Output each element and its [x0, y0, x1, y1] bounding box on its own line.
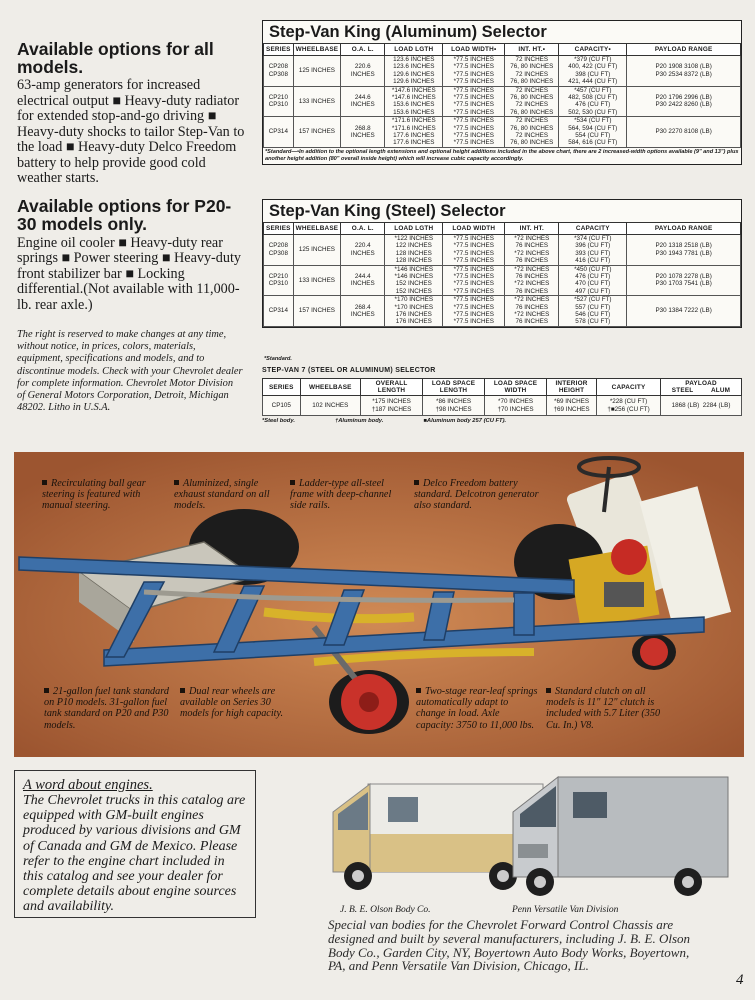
table-cell: *122 INCHES 122 INCHES 128 INCHES 128 INCHES — [385, 235, 443, 266]
column-header: SERIES — [264, 223, 294, 235]
table-cell: 72 INCHES 76, 80 INCHES 72 INCHES 76, 80 INCHES — [505, 117, 559, 148]
chassis-label-fuel — [44, 686, 172, 731]
column-header: SERIES — [264, 44, 294, 56]
sv7-note: †Aluminum body. — [334, 418, 384, 424]
table-cell: *527 (CU FT) 557 (CU FT) 546 (CU FT) 578 (CU FT) — [559, 296, 627, 327]
aluminum-table — [263, 43, 741, 148]
label-text: Two-stage rear-leaf springs automatically adapt to change in load. Axle capacity: 3750 to 11,000 lbs. — [416, 686, 538, 731]
column-header: WHEELBASE — [293, 223, 341, 235]
table-cell: *77.5 INCHES *77.5 INCHES *77.5 INCHES *77.5 INCHES — [443, 56, 505, 87]
table-cell: CP210 CP310 — [264, 265, 294, 296]
table-cell: 72 INCHES 76, 80 INCHES 72 INCHES 76, 80 INCHES — [505, 86, 559, 117]
table-cell: *146 INCHES *146 INCHES 152 INCHES 152 INCHES — [385, 265, 443, 296]
table-cell: CP314 — [264, 296, 294, 327]
options-p20-heading: Available options for P20-30 models only. — [17, 195, 232, 234]
vans-description: Special van bodies for the Chevrolet Forward Control Chassis are designed and built by several manufacturers, including J. B. E. Olson Body Co., Garden City, NY, Boyertown Auto Body Works, Boyertown, PA, and Penn Versatile Van Division, Chicago, IL. — [328, 917, 691, 974]
sv7-h-height: INTERIOR HEIGHT — [547, 379, 597, 396]
table-cell: *228 (CU FT) †■256 (CU FT) — [597, 396, 661, 416]
table-cell: 72 INCHES 76, 80 INCHES 72 INCHES 76, 80 INCHES — [505, 56, 559, 87]
label-text: Ladder-type all-steel frame with deep-channel side rails. — [290, 478, 392, 512]
label-text: 21-gallon fuel tank standard on P10 models. 31-gallon fuel tank standard on P20 and P30 models. — [44, 686, 169, 731]
table-cell: *86 INCHES †98 INCHES — [423, 396, 485, 416]
engines-title: A word about engines. — [23, 777, 153, 793]
column-header: PAYLOAD RANGE — [627, 44, 741, 56]
stepvan7-notes — [262, 418, 742, 424]
table-cell: 220.4 INCHES — [341, 235, 385, 266]
table-row — [264, 265, 741, 296]
table-cell: 244.4 INCHES — [341, 265, 385, 296]
table-cell: *534 (CU FT) 564, 594 (CU FT) 554 (CU FT) 584, 616 (CU FT) — [559, 117, 627, 148]
options-all-heading: Available options for all models. — [17, 39, 214, 77]
table-cell: CP314 — [264, 117, 294, 148]
stepvan7-selector — [262, 367, 742, 424]
aluminum-title: Step-Van King (Aluminum) Selector — [269, 23, 547, 41]
table-cell: P20 1078 2278 (LB) P30 1703 7541 (LB) — [627, 265, 741, 296]
options-column — [17, 40, 249, 414]
sv7-h-wheelbase: WHEELBASE — [300, 379, 360, 396]
table-cell: CP208 CP308 — [264, 56, 294, 87]
sv7-h-payload — [661, 379, 742, 396]
column-header: WHEELBASE — [293, 44, 341, 56]
caption-penn: Penn Versatile Van Division — [512, 905, 619, 915]
table-cell: *69 INCHES †69 INCHES — [547, 396, 597, 416]
stepvan7-title: STEP-VAN 7 (STEEL OR ALUMINUM) SELECTOR — [262, 367, 436, 374]
table-cell: *72 INCHES 76 INCHES *72 INCHES 76 INCHES — [505, 235, 559, 266]
chassis-label-dual-wheels — [180, 686, 292, 720]
sv7-h-loadlen: LOAD SPACE LENGTH — [423, 379, 485, 396]
table-cell: 125 INCHES — [293, 56, 341, 87]
sv7-payload-alum: 2284 (LB) — [702, 401, 731, 409]
chassis-label-springs — [416, 686, 538, 731]
table-cell: 268.8 INCHES — [341, 117, 385, 148]
table-cell: CP105 — [263, 396, 301, 416]
table-cell: *450 (CU FT) 476 (CU FT) 470 (CU FT) 497 (CU FT) — [559, 265, 627, 296]
sv7-note: ■Aluminum body 257 (CU FT). — [423, 418, 507, 424]
chassis-illustration — [14, 452, 744, 757]
engines-text: The Chevrolet trucks in this catalog are equipped with GM-built engines produced by various divisions and GM of Canada and GM de Mexico. Please refer to the engine chart included in this catalog and see your dealer for complete details about engine sources and availability. — [23, 793, 246, 915]
label-text: Aluminized, single exhaust standard on all models. — [174, 478, 270, 512]
sv7-h-overall: OVERALL LENGTH — [361, 379, 423, 396]
sv7-alum-label: ALUM — [710, 387, 731, 394]
column-header: LOAD WIDTH• — [443, 44, 505, 56]
table-cell: P20 1796 2996 (LB) P30 2422 8260 (LB) — [627, 86, 741, 117]
steel-table — [263, 222, 741, 327]
table-row — [264, 296, 741, 327]
sv7-h-loadwid: LOAD SPACE WIDTH — [485, 379, 547, 396]
sv7-h-series: SERIES — [263, 379, 301, 396]
sv7-payload-steel: 1868 (LB) — [671, 401, 700, 409]
caption-olson: J. B. E. Olson Body Co. — [340, 905, 431, 915]
table-cell: CP210 CP310 — [264, 86, 294, 117]
table-cell: CP208 CP308 — [264, 235, 294, 266]
sv7-h-capacity: CAPACITY — [597, 379, 661, 396]
column-header: O.A. L. — [341, 44, 385, 56]
engines-box — [14, 770, 256, 918]
olson-van — [333, 784, 543, 890]
table-row — [264, 86, 741, 117]
sv7-payload-label: PAYLOAD — [685, 380, 717, 387]
table-cell: 220.6 INCHES — [341, 56, 385, 87]
table-cell: *72 INCHES 76 INCHES *72 INCHES 76 INCHES — [505, 296, 559, 327]
table-cell: 125 INCHES — [293, 235, 341, 266]
label-text: Delco Freedom battery standard. Delcotron generator also standard. — [414, 478, 539, 512]
table-cell: 102 INCHES — [300, 396, 360, 416]
column-header: INT. HT.• — [505, 44, 559, 56]
table-cell: 244.6 INCHES — [341, 86, 385, 117]
chassis-label-clutch — [546, 686, 674, 731]
table-cell: P30 1384 7222 (LB) — [627, 296, 741, 327]
column-header: LOAD LGTH — [385, 44, 443, 56]
vans-illustration — [328, 772, 738, 902]
options-p20-text: Engine oil cooler ■ Heavy-duty rear springs ■ Power steering ■ Heavy-duty front stabilizer bar ■ Locking differential.(Not available with 11,000-lb. rear axle.) — [17, 234, 242, 313]
column-header: PAYLOAD RANGE — [627, 223, 741, 235]
table-cell: *147.6 INCHES *147.6 INCHES 153.6 INCHES 153.6 INCHES — [385, 86, 443, 117]
table-cell: 157 INCHES — [293, 117, 341, 148]
vans-drawing — [328, 772, 738, 902]
table-cell: *175 INCHES †187 INCHES — [361, 396, 423, 416]
table-cell: *171.6 INCHES *171.6 INCHES 177.6 INCHES 177.6 INCHES — [385, 117, 443, 148]
table-cell: *77.5 INCHES *77.5 INCHES *77.5 INCHES *77.5 INCHES — [443, 296, 505, 327]
table-cell: 123.6 INCHES 123.6 INCHES 129.6 INCHES 129.6 INCHES — [385, 56, 443, 87]
options-all-text: 63-amp generators for increased electrical output ■ Heavy-duty radiator for extended stop-and-go driving ■ Heavy-duty shocks to tailor Step-Van to the load ■ Heavy-duty Delco Freedom battery to help provide good cold weather starts. — [17, 77, 245, 186]
table-cell: 157 INCHES — [293, 296, 341, 327]
column-header: O.A. L. — [341, 223, 385, 235]
table-cell: *77.5 INCHES *77.5 INCHES *77.5 INCHES *77.5 INCHES — [443, 235, 505, 266]
table-cell: *70 INCHES †70 INCHES — [485, 396, 547, 416]
steel-selector — [262, 199, 742, 328]
label-text: Dual rear wheels are available on Series 30 models for high capacity. — [180, 686, 283, 720]
chassis-label-battery — [414, 478, 539, 512]
table-cell: P30 2270 8108 (LB) — [627, 117, 741, 148]
table-cell: *72 INCHES 76 INCHES *72 INCHES 76 INCHES — [505, 265, 559, 296]
table-cell: *77.5 INCHES *77.5 INCHES *77.5 INCHES *77.5 INCHES — [443, 117, 505, 148]
table-cell: *170 INCHES *170 INCHES 176 INCHES 176 INCHES — [385, 296, 443, 327]
column-header: LOAD WIDTH — [443, 223, 505, 235]
table-cell: *77.5 INCHES *77.5 INCHES *77.5 INCHES *77.5 INCHES — [443, 265, 505, 296]
table-row — [264, 117, 741, 148]
disclaimer: The right is reserved to make changes at any time, without notice, in prices, colors, materials, equipment, specifications and models, and to discontinue models. Check with your Chevrolet dealer for complete information. Chevrolet Motor Division of General Motors Corporation, Detroit, Michigan 48202. Litho in U.S.A. — [17, 329, 243, 414]
column-header: CAPACITY — [559, 223, 627, 235]
column-header: INT. HT. — [505, 223, 559, 235]
steel-note: *Standard. — [264, 356, 292, 362]
table-cell: *379 (CU FT) 400, 422 (CU FT) 398 (CU FT) 421, 444 (CU FT) — [559, 56, 627, 87]
chassis-label-steering — [42, 478, 172, 512]
column-header: LOAD LGTH — [385, 223, 443, 235]
table-row — [264, 235, 741, 266]
chassis-label-exhaust — [174, 478, 284, 512]
page-number: 4 — [736, 972, 744, 988]
steel-title: Step-Van King (Steel) Selector — [269, 202, 506, 220]
column-header: CAPACITY• — [559, 44, 627, 56]
table-cell: *374 (CU FT) 396 (CU FT) 393 (CU FT) 416 (CU FT) — [559, 235, 627, 266]
penn-van — [513, 777, 728, 896]
table-cell: 268.4 INCHES — [341, 296, 385, 327]
table-cell: P20 1908 3108 (LB) P30 2534 8372 (LB) — [627, 56, 741, 87]
table-cell: P20 1318 2518 (LB) P30 1943 7781 (LB) — [627, 235, 741, 266]
table-cell: 133 INCHES — [293, 86, 341, 117]
label-text: Recirculating ball gear steering is featured with manual steering. — [42, 478, 146, 512]
sv7-steel-label: STEEL — [671, 387, 694, 394]
table-cell: 133 INCHES — [293, 265, 341, 296]
table-row — [263, 396, 742, 416]
stepvan7-table — [262, 378, 742, 416]
table-cell — [661, 396, 742, 416]
table-cell: *457 (CU FT) 482, 508 (CU FT) 476 (CU FT) 502, 530 (CU FT) — [559, 86, 627, 117]
label-text: Standard clutch on all models is 11" 12" clutch is included with 5.7 Liter (350 Cu. In.) V8. — [546, 686, 661, 731]
chassis-label-frame — [290, 478, 400, 512]
table-cell: *77.5 INCHES *77.5 INCHES *77.5 INCHES *77.5 INCHES — [443, 86, 505, 117]
sv7-note: *Steel body. — [262, 418, 295, 424]
aluminum-selector — [262, 20, 742, 165]
table-row — [264, 56, 741, 87]
aluminum-note: *Standard—•In addition to the optional length extensions and optional height additions included in the above chart, there are 2 increased-width options available (9" and 13") plus another height addition (80" overall inside height) which will increase cubic capacity accordingly. — [265, 148, 739, 162]
